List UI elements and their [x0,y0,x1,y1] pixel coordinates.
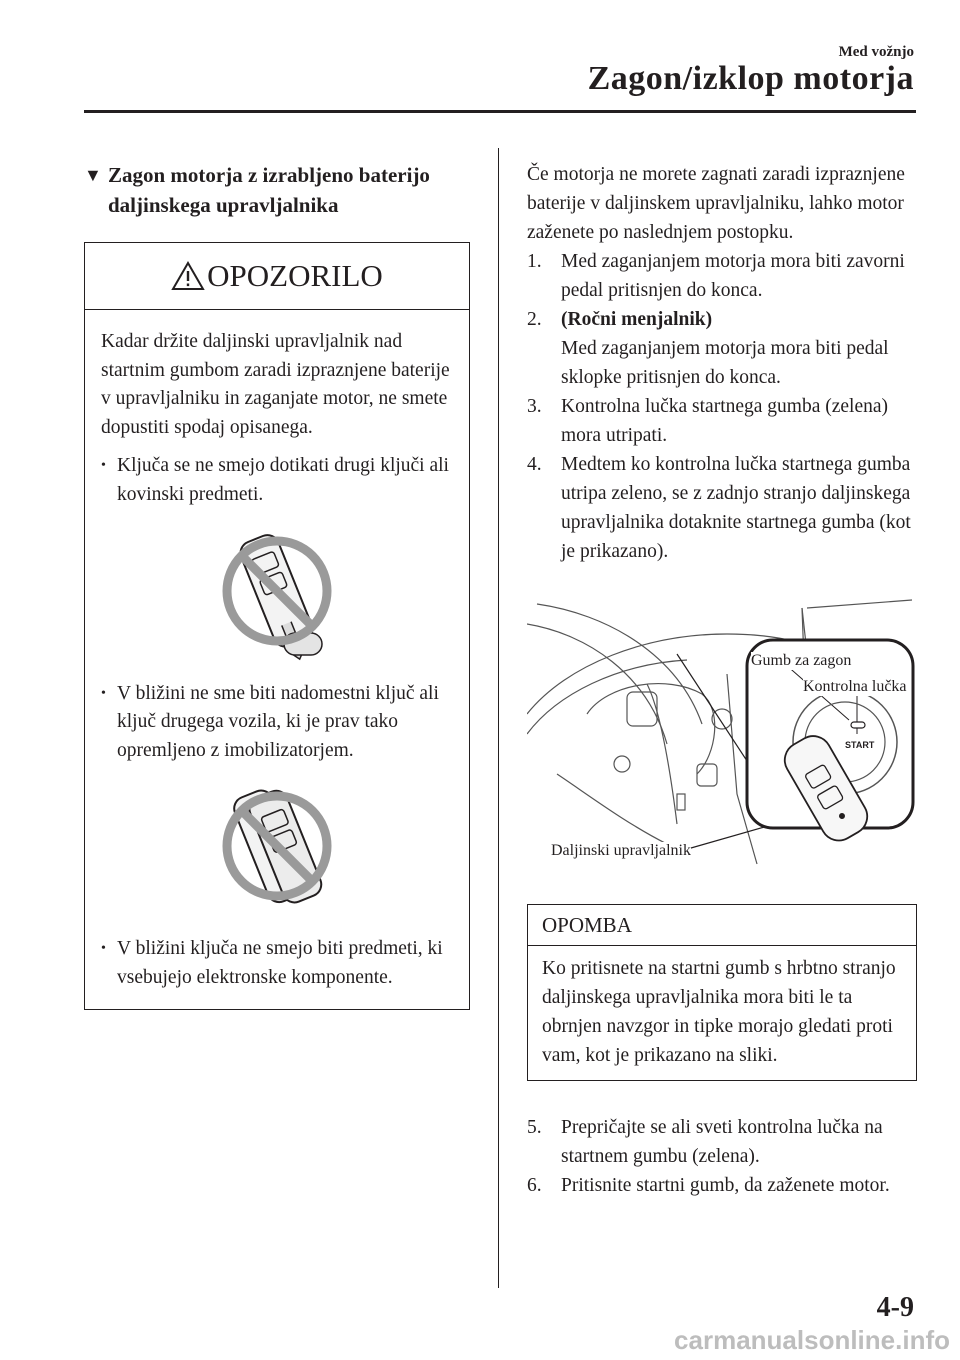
step-item [527,247,917,305]
note-title: OPOMBA [528,905,916,946]
start-button-figure [527,594,917,876]
step-text: Prepričajte se ali sveti kontrolna lučka na startnem gumbu (zelena). [561,1117,883,1167]
label-start-button: Gumb za zagon [751,652,852,669]
warning-title: OPOZORILO [207,258,383,293]
step-text: Med zaganjanjem motorja mora biti zavorni pedal pritisnjen do konca. [561,251,905,301]
warning-triangle-icon [171,261,205,291]
bullet-dot: • [101,941,106,957]
step-item [527,1171,917,1200]
step-number: 1. [527,251,542,272]
step-text: Medtem ko kontrolna lučka startnega gumba utripa zeleno, se z zadnjo stranjo daljinskega upravljalnika dotaknite startnega gumba (kot je prikazano). [561,454,911,562]
bullet-text: V bližini ne sme biti nadomestni ključ ali ključ drugega vozila, ki je prav tako opremljeno z imobilizatorjem. [117,682,439,761]
note-box [527,904,917,1081]
step-item [527,1113,917,1171]
warning-bullet [101,935,453,992]
label-remote: Daljinski upravljalnik [551,842,691,859]
header-rule [84,110,916,113]
warning-intro: Kadar držite daljinski upravljalnik nad startnim gumbom zaradi izpraznjene baterije v upravljalniku in zaganjate motor, ne smete dopustiti spodaj opisanega. [101,331,450,438]
bullet-dot: • [101,685,106,701]
start-button-text: START [845,740,875,750]
step-number: 4. [527,454,542,475]
bullet-text: V bližini ključa ne smejo biti predmeti, ki vsebujejo elektronske komponente. [117,938,443,988]
step-number: 6. [527,1175,542,1196]
warning-header [85,243,469,310]
step-text: Pritisnite startni gumb, da zaženete motor. [561,1175,890,1196]
warning-bullet [101,452,453,509]
step-number: 2. [527,309,542,330]
column-divider [498,148,499,1288]
step-item [527,392,917,450]
note-text: Ko pritisnete na startni gumb s hrbtno stranjo daljinskega upravljalnika mora biti le ta obrnjen navzgor in tipke morajo gledati proti vam, kot je prikazano na sliki. [542,958,896,1066]
label-indicator: Kontrolna lučka [803,678,907,695]
procedure-intro: Če motorja ne morete zagnati zaradi izpraznjene baterije v daljinskem upravljalniku, lahko motor zaženete po naslednjem postopku. [527,164,905,243]
warning-body [85,310,469,1009]
step-bold-label: (Ročni menjalnik) [561,309,713,330]
subsection-heading [84,160,470,220]
heading-marker: ▼ [84,165,102,185]
header-section: Med vožnjo [838,44,914,60]
warning-bullet [101,680,453,766]
two-keys-illustration [101,775,453,925]
left-column [84,160,470,1010]
step-text: Med zaganjanjem motorja mora biti pedal sklopke pritisnjen do konca. [561,338,889,388]
page-number: 4-9 [876,1292,914,1323]
key-metal-illustration [101,520,453,670]
step-number: 3. [527,396,542,417]
heading-text: Zagon motorja z izrabljeno baterijo daljinskega upravljalnika [108,163,430,217]
bullet-dot: • [101,458,106,474]
right-column [527,160,917,1200]
step-number: 5. [527,1117,542,1138]
bullet-text: Ključa se ne smejo dotikati drugi ključi ali kovinski predmeti. [117,455,449,505]
page-title: Zagon/izklop motorja [587,60,914,97]
watermark: carmanualsonline.info [674,1325,950,1355]
step-text: Kontrolna lučka startnega gumba (zelena) mora utripati. [561,396,889,446]
step-item [527,450,917,566]
warning-box [84,242,470,1010]
step-item [527,305,917,392]
